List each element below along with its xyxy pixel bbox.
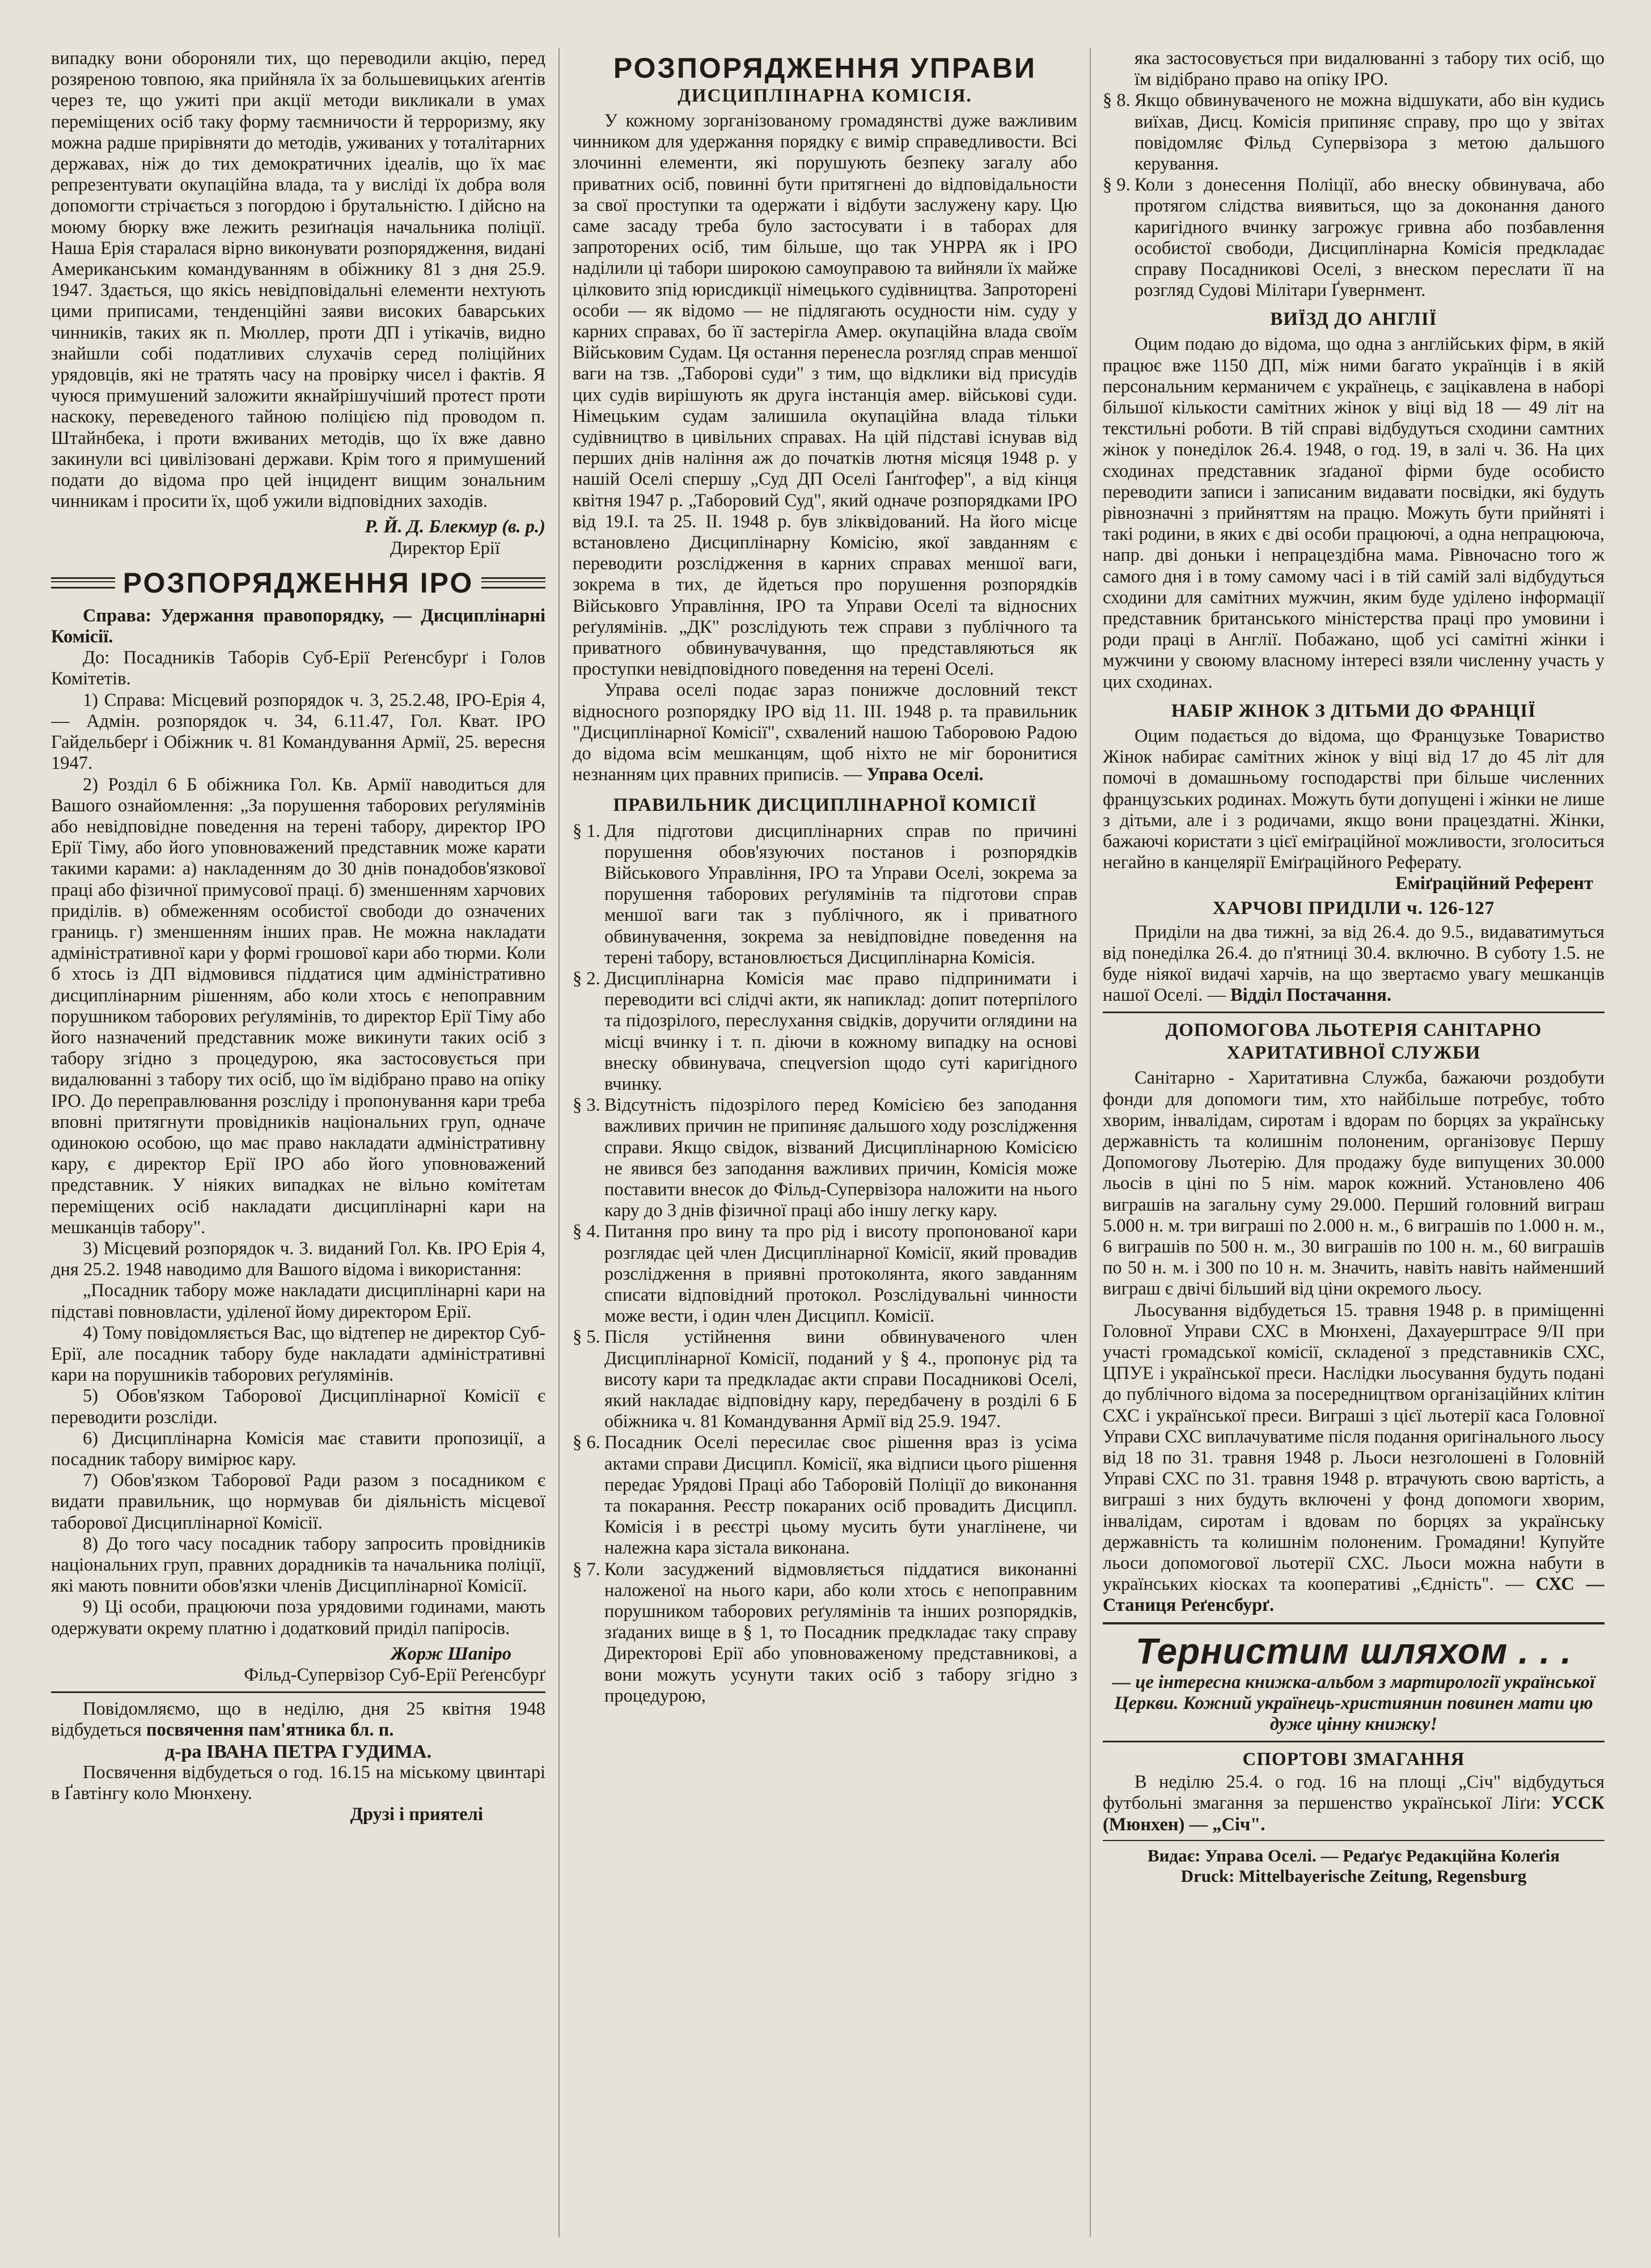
france-signature: Еміґраційний Референт bbox=[1395, 873, 1593, 894]
commission-announcement-text: Управа оселі подає зараз понижче дословний текст відносного розпорядку ІРО від 11. ІІІ. 1948 р. та правильник "Дисциплінарної Комісії", схвалений нашою Таборовою Радою до відома всім мешканцям, щоб ніхто не міг боронитися незнанням цих правних приписів. — bbox=[573, 680, 1077, 785]
england-text: Оцим подаю до відома, що одна з англійських фірм, в якій працює вже 1150 ДП, між ними багато українців і в якій персональним керманичем є українець, є зацікавлена в наборі більшої кількости самітних жінок у віці від 18 — 49 літ на текстильні роботи. В тій справі відбудуться сходини самтних жінок у понеділок 26.4. 1948, о год. 19, в залі ч. 36. На цих сходинах представник зґаданої фірми буде особисто переводити записи і записаним видавати посвідки, які будуть рівнозначні з прийняттям на працю. Можуть бути прийняті і такі родини, в яких є дві особи працюючі, а одна непрацююча, напр. дві доньки і непрацездібна мама. Рівночасно того ж самого дня і в тому самому часі і в тій самій залі відбудуться сходини для самітних мужчин, яким буде уділено інформації представник британського міністерства праці про умовини і роди праці в Англії. Побажано, щоб усі самітні жінки і мужчини у своюму власному інтересі взяли численну участь у цих сходинах. bbox=[1103, 334, 1605, 692]
divider bbox=[51, 1691, 545, 1693]
rule-number: § 6. bbox=[573, 1432, 600, 1453]
iro-point-6: 6) Дисциплінарна Комісія має ставити пропозиції, а посадник табору вимірює кару. bbox=[51, 1428, 545, 1470]
column-left bbox=[51, 48, 545, 2257]
rule-4 bbox=[573, 1221, 1077, 1327]
memorial-notice-signature: Друзі і приятелі bbox=[350, 1804, 483, 1825]
iro-point-1: 1) Справа: Місцевий розпорядок ч. 3, 25.2.48, ІРО-Ерія 4, — Адмін. розпорядок ч. 34, 6.11.47, Гол. Кват. ІРО Гайдельберґ і Обіжник ч. 81 Командування Армії, 25. вересня 1947. bbox=[51, 689, 545, 774]
rule-number: § 1. bbox=[573, 820, 600, 841]
lottery-text-2 bbox=[1103, 1300, 1605, 1617]
rule-number: § 2. bbox=[573, 968, 600, 989]
rule-7 bbox=[573, 1559, 1077, 1707]
imprint-printer: Druck: Mittelbayerische Zeitung, Regensburg bbox=[1180, 1865, 1527, 1886]
rule-text: Для підготови дисциплінарних справ по причині порушення обов'язуючих постанов і розпорядків Військового Управління, ІРО та Управи Оселі, зокрема за порушення таборових реґулямінів та підготови справ меншої ваги так з публічного, як і приватного обвинувачення, зокрема за невідповідне поведення на терені табору, встановлюється Дисциплінарна Комісія. bbox=[604, 820, 1077, 968]
iro-case: Справа: Удержання правопорядку, — Дисциплінарні Комісії. bbox=[51, 605, 545, 648]
rule-8 bbox=[1103, 90, 1605, 175]
imprint-publisher: Видає: Управа Оселі. — Редаґує Редакційна Колеґія bbox=[1147, 1845, 1560, 1865]
rule-text: Дисциплінарна Комісія має право підпринимати і переводити всі слідчі акти, як напиклад: допит потерпілого та підозрілого, переслухання свідків, доручити оглядини на місці вчинку і т. п. діючи в кожному випадку на основі внеску обвинувача, спецversion щодо суті каригідного вчинку. bbox=[604, 968, 1077, 1094]
iro-point-2: 2) Розділ 6 Б обіжника Гол. Кв. Армії наводиться для Вашого ознайомлення: „За порушення таборових реґулямінів або невідповідне поведення на терені табору, директор ІРО Ерії Тіму, або його уповноважений представник може карати такими карами: а) накладенням до 30 днів понадобов'язкової праці або фізичної примусової праці. б) зменшенням харчових приділів. в) обмеженням особистої свободи до означених границь. г) зменшенням інших прав. Не можна накладати адміністративної кари у формі грошової кари або тюрми. Коли б хтось із ДП відмовився піддатися цим адміністративно дисциплінарним рішенням, або коли хтось є непоправним порушником таборових реґулямінів, то директор Ерії Тіму або його назначений представник може викинути таких осіб з табору згідно з процедурою, яка застосовується при видалюванні з табору тих осіб, що їм відібрано право на опіку ІРО. До переправлювання розсліду і пропонування кари треба вповні притягнути провідників національних груп, одначе одинокою особою, що має право накладати адміністративну кару, є директор Ерії ІРО або його уповноважений представник. У ніяких випадках не вільно комітетам переміщених осіб накладати дисциплінарні кари на мешканців табору". bbox=[51, 774, 545, 1238]
sports-text-body: В неділю 25.4. о год. 16 на площі „Січ" відбудуться футбольні змагання за першенство української Ліґи: bbox=[1103, 1772, 1605, 1814]
iro-addressees: До: Посадників Таборів Суб-Ерії Реґенсбурґ і Голов Комітетів. bbox=[51, 648, 545, 689]
rule-text: Після устійнення вини обвинуваченого член Дисциплінарної Комісії, поданий у § 4., пропонує рід та висоту кари та предкладає акти справи Посадникові Оселі, який накладає відповідну кару, передбачену в розділі 6 Б обіжника ч. 81 Командування Армії від 25.9. 1947. bbox=[604, 1327, 1077, 1432]
column-right bbox=[1103, 48, 1605, 2257]
rule-text: Посадник Оселі пересилає своє рішення враз із усіма актами справи Дисципл. Комісії, яка відписи цього рішення передає Урядові Праці або Таборовій Поліції до виконання та покарання. Реєстр покараних осіб провадить Дисципл. Комісія і в реєстрі цьому мусить бути унаглінене, чи належна кара зістала виконана. bbox=[604, 1432, 1077, 1559]
iro-point-3: 3) Місцевий розпорядок ч. 3. виданий Гол. Кв. ІРО Ерія 4, дня 25.2. 1948 наводимо для Вашого відома і використання: bbox=[51, 1238, 545, 1280]
rules-heading: ПРАВИЛЬНИК ДИСЦИПЛІНАРНОЇ КОМІСІЇ bbox=[613, 794, 1037, 815]
rule-text: Якщо обвинуваченого не можна відшукати, або він кудись виїхав, Дисц. Комісія припиняє справу, про що у звітах повідомляє Фільд Супервізора з метою дальшого керування. bbox=[1134, 90, 1605, 175]
rule-text: Відсутність підозрілого перед Комісією без заподання важливих причин не припиняє дальшого ходу розслідження справи. Якщо свідок, візваний Дисциплінарною Комісією не явився без заподання важливих причин, Комісія може поставити внесок до Фільд-Супервізора наложити на нього кару до 3 днів фізичної праці або іншу легку кару. bbox=[604, 1095, 1077, 1221]
iro-heading: РОЗПОРЯДЖЕННЯ ІРО bbox=[122, 566, 474, 599]
book-description: — це інтересна книжка-альбом з мартирології української Церкви. Кожний українець-християнин повинен мати цю дуже цінну книжку! bbox=[1112, 1672, 1595, 1735]
rule-3 bbox=[573, 1095, 1077, 1221]
rule-number: § 3. bbox=[573, 1095, 600, 1116]
signature-name: Р. Й. Д. Блекмур (в. р.) bbox=[365, 517, 545, 538]
food-text-body: Приділи на два тижні, за від 26.4. до 9.5., видаватимуться від понеділка 26.4. до п'ятниці 30.4. включно. В суботу 1.5. не буде ніякої видачі харчів, на що звертаємо увагу мешканців нашої Оселі. — bbox=[1103, 921, 1605, 1006]
memorial-notice-event: посвячення пам'ятника бл. п. bbox=[146, 1720, 394, 1741]
administration-heading: РОЗПОРЯДЖЕННЯ УПРАВИ bbox=[613, 52, 1037, 84]
article-continuation: випадку вони обороняли тих, що переводили акцію, перед розяреною товпою, яка прийняла їх за большевицьких аґентів через те, що ужиті при акції методи викликали в умах переміщених осіб таку форму таємничости й терроризму, яку можна радше прирівняти до методів, уживаних у тоталітарних державах, ніж до тих демократичних ідеалів, що їх має репрезентувати окупаційна влада, та у висліді їх добра воля допомогти стрічається з погордою і брутальністю. І дійсно на моюму бюрку вже лежить резиґнація начальника поліції. Наша Ерія старалася вірно виконувати розпорядження, видані Американським командуванням в обіжнику 81 з дня 25.9. 1947. Здається, що якісь невідповідальні елементи нехтують цими приписами, тенденційні заяви високих баварських чинників, таких як п. Мюллер, проти ДП і утікачів, видно знайшли собі податливих слухачів серед поліційних урядовців, які не тратять часу на провірку чисел і фактів. Я чуюся примушений заложити якнайрішучіший протест проти наскоку, переведеного тайною поліцією під проводом п. Штайнбека, і проти вживаних методів, що їх вже давно закинули всі цивілізовані держави. Крім того я примушений подати до відома про цей інцидент вищим зональним чинникам і просити їх, щоб ужили відповідних заходів. bbox=[51, 48, 545, 512]
rule-text: Коли засуджений відмовляється піддатися виконанні наложеної на нього кари, або коли хтось є непоправним порушником таборових реґулямінів та інших розпорядків, зґаданих вище в § 1, то Посадник предкладає таку справу Директорові Ерії або уповноваженому представникові, а вони можуть усунути таких осіб з табору згідно з процедурою, bbox=[604, 1559, 1077, 1706]
lottery-signature: СХС — Станиця Реґенсбурґ. bbox=[1103, 1574, 1605, 1616]
england-heading: ВИЇЗД ДО АНГЛІЇ bbox=[1270, 309, 1437, 330]
sports-text bbox=[1103, 1772, 1605, 1835]
memorial-notice-details: Посвячення відбудеться о год. 16.15 на міському цвинтарі в Ґавтінгу коло Мюнхену. bbox=[51, 1762, 545, 1804]
lottery-heading: ДОПОМОГОВА ЛЬОТЕРІЯ САНІТАРНО ХАРИТАТИВНОЇ СЛУЖБИ bbox=[1165, 1020, 1542, 1064]
divider bbox=[1103, 1741, 1605, 1742]
iro-point-3-quote: „Посадник табору може накладати дисциплінарні кари на підставі повновласти, уділеної йому директором Ерії. bbox=[51, 1280, 545, 1322]
sports-teams: УССК (Мюнхен) — „Січ". bbox=[1103, 1793, 1605, 1835]
divider bbox=[1103, 1840, 1605, 1841]
rules-list-continued bbox=[1103, 48, 1605, 301]
divider bbox=[1103, 1012, 1605, 1013]
rule-5 bbox=[573, 1327, 1077, 1432]
rule-number: § 4. bbox=[573, 1221, 600, 1242]
iro-heading-block bbox=[51, 566, 545, 600]
rule-2 bbox=[573, 968, 1077, 1095]
divider bbox=[1103, 1622, 1605, 1624]
france-text: Оцим подається до відома, що Французьке Товариство Жінок набирає самітних жінок у віці від 17 до 45 літ для помочі в домашньому господарстві при більше численних французських родинах. Можуть бути допущені і жінки не лише з дітьми, але і з родичами, якщо вони працездатні. Жінки, бажаючі користати з цієї еміґраційної можливости, зголоситься негайно в канцелярії Еміґраційного Реферату. bbox=[1103, 725, 1605, 873]
memorial-notice-text bbox=[51, 1699, 545, 1741]
food-signature: Відділ Постачання. bbox=[1230, 985, 1392, 1006]
signature-title: Директор Ерії bbox=[390, 538, 500, 558]
memorial-notice-lead: Повідомляємо, що в неділю, дня 25 квітня 1948 відбудеться bbox=[51, 1699, 545, 1741]
iro-point-8: 8) До того часу посадник табору запросить провідників національних груп, правних дорадників та начальника поліції, які мають повнити обов'язки членів Дисциплінарної Комісії. bbox=[51, 1533, 545, 1597]
lottery-text-2-body: Льосування відбудеться 15. травня 1948 р. в приміщенні Головної Управи СХС в Мюнхені, Дахауерштрасе 9/ІІ при участі громадської комісії, складеної з представників СХС, ЦПУЕ і української преси. Наслідки льосування будуть подані до публічного відома за посередництвом організаційних клітин СХС і української преси. Виграші з цієї льотерії каса Головної Управи СХС виплачуватиме після подання оригінального льосу від 18 по 31. травня 1948 р. Льоси незголошені в Головній Управі СХС по 31. травня 1948 р. втрачують свою вартість, а виграші з них будуть включені у фонд допомоги хворим, інвалідам, сиротам і вдовам по борцях за українську державність та колишнім полоненим. Громадяни! Купуйте льоси допомогової льотерії СХС. Льоси можна набути в українських кіосках та кооперативі „Єдність". — bbox=[1103, 1300, 1605, 1595]
ornament-rule-right bbox=[481, 577, 545, 589]
signature-shapiro: Жорж Шапіро bbox=[391, 1643, 511, 1664]
france-heading: НАБІР ЖІНОК З ДІТЬМИ ДО ФРАНЦІЇ bbox=[1171, 700, 1536, 721]
rule-number: § 9. bbox=[1103, 175, 1131, 196]
commission-intro: У кожному зорганізованому громадянстві дуже важливим чинником для удержання порядку є вимір справедливости. Всі злочинні елементи, які порушують безпеку загалу або приватних осіб, повинні бути притягнені до відповідальности за свої проступки та одержати і відбути заслужену кару. Цю саме засаду треба було застосувати і в таборах для запроторених осіб, тим більше, що так УНРРА як і ІРО наділили ці табори широкою самоуправою та вийняли їх майже цілковито зпід юрисдикції німецького судівництва. Запроторені особи — як відомо — не підлягають осудности нім. суду у карних справах, бо її застерігла Амер. окупаційна влада своїм Військовим Судам. Ця остання перенесла розгляд справ меншої ваги на тзв. „Таборові суди" з тим, що відклики від присудів цих судів вирішують як друга інстанція амер. військові суди. Німецьким судам залишила окупаційна влада тільки судівництво в цивільних справах. На цій підставі існував від перших днів наління аж до початків лютня місяця 1948 р. у нашій Оселі спершу „Суд ДП Оселі Ґанґгофер", а від кінця квітня 1947 р. „Таборовий Суд", який одначе розпорядками ІРО від 19.І. та 25. ІІ. 1948 р. був зліквідований. На його місце встановлено Дисциплінарну Комісію, якої завданням є переводити розслідження в карних справах меншої ваги, зокрема в тих, де йдеться про порушення розпорядків Військовго Управління, ІРО та Управи Оселі та відносних реґулямінів. „ДК" розслідують теж справи з публічного та приватного обвинувачування, що представляються як проступки невідповідного поведення на терені Оселі. bbox=[573, 111, 1077, 680]
column-middle bbox=[573, 48, 1077, 2257]
ornament-rule-left bbox=[51, 577, 115, 589]
iro-point-9: 9) Ці особи, працюючи поза урядовими годинами, мають одержувати окрему платню і додатковий приділ папіросів. bbox=[51, 1597, 545, 1639]
rule-number: § 5. bbox=[573, 1327, 600, 1348]
iro-point-4: 4) Тому повідомляється Вас, що відтепер не директор Суб-Ерії, але посадник табору буде накладати адміністративні кари на порушників таборових реґулямінів. bbox=[51, 1322, 545, 1386]
iro-point-5: 5) Обов'язком Таборової Дисциплінарної Комісії є переводити розсліди. bbox=[51, 1386, 545, 1428]
commission-announcement bbox=[573, 680, 1077, 785]
food-heading: ХАРЧОВІ ПРИДІЛИ ч. 126-127 bbox=[1212, 898, 1495, 919]
rule-9 bbox=[1103, 175, 1605, 301]
sports-heading: СПОРТОВІ ЗМАГАННЯ bbox=[1242, 1749, 1465, 1770]
signature-shapiro-title: Фільд-Супервізор Суб-Ерії Реґенсбурґ bbox=[244, 1665, 545, 1686]
column-rule-right bbox=[1090, 48, 1091, 2237]
rule-number: § 7. bbox=[573, 1559, 600, 1580]
rule-7-continued: яка застосовується при видалюванні з табору тих осіб, що їм відібрано право на опіку ІРО. bbox=[1134, 48, 1605, 90]
commission-announcement-signature: Управа Оселі. bbox=[866, 764, 984, 785]
iro-point-7: 7) Обов'язком Таборової Ради разом з посадником є видати правильник, що нормував би діяльність місцевої таборової Дисциплінарної Комісії. bbox=[51, 1470, 545, 1533]
rule-number: § 8. bbox=[1103, 90, 1131, 111]
food-text bbox=[1103, 922, 1605, 1006]
book-title: Тернистим шляхом . . . bbox=[1135, 1630, 1572, 1672]
column-rule-left bbox=[558, 48, 560, 2237]
commission-subheading: ДИСЦИПЛІНАРНА КОМІСІЯ. bbox=[678, 86, 972, 106]
lottery-text-1: Санітарно - Харитативна Служба, бажаючи роздобути фонди для допомоги тим, хто найбільше потребує, тобто хворим, інвалідам, сиротам і вдорам по борцях за українську державність та колишнім полоненим, організовує Першу Допомогову Льотерію. Для продажу буде випущених 30.000 льосів в ціні по 5 нім. марок кожний. Установлено 406 виграшів на загальну суму 29.000. Перший головний виграш 5.000 н. м. три виграші по 2.000 н. м., 6 виграшів по 1.000 н. м., 6 виграшів по 500 н. м., 30 виграшів по 100 н. м., 60 виграшів по 50 н. м. і 300 по 10 н. м. Значить, навіть навіть найменший виграш є двічі більший від ціни окремого льосу. bbox=[1103, 1068, 1605, 1300]
rule-6 bbox=[573, 1432, 1077, 1559]
memorial-notice-name: д-ра ІВАНА ПЕТРА ГУДИМА. bbox=[164, 1741, 432, 1762]
rule-1 bbox=[573, 821, 1077, 968]
rules-list bbox=[573, 821, 1077, 1707]
rule-text: Питання про вину та про рід і висоту пропонованої кари розглядає цей член Дисциплінарної Комісії, який провадив розслідження в приявні протоколянта, якого завданням списати відповідний протокол. Розслідувальні чинности може вести, і один член Дисципл. Комісії. bbox=[604, 1221, 1077, 1327]
rule-text: Коли з донесення Поліції, або внеску обвинувача, або протягом слідства виявиться, що за доконання даного каригідного вчинку загрожує гривна або позбавлення особистої свободи, Дисциплінарна Комісія предкладає справу Посадникові Оселі, з внеском переслати її на розгляд Судові Мілітари Ґувернмент. bbox=[1134, 175, 1605, 301]
